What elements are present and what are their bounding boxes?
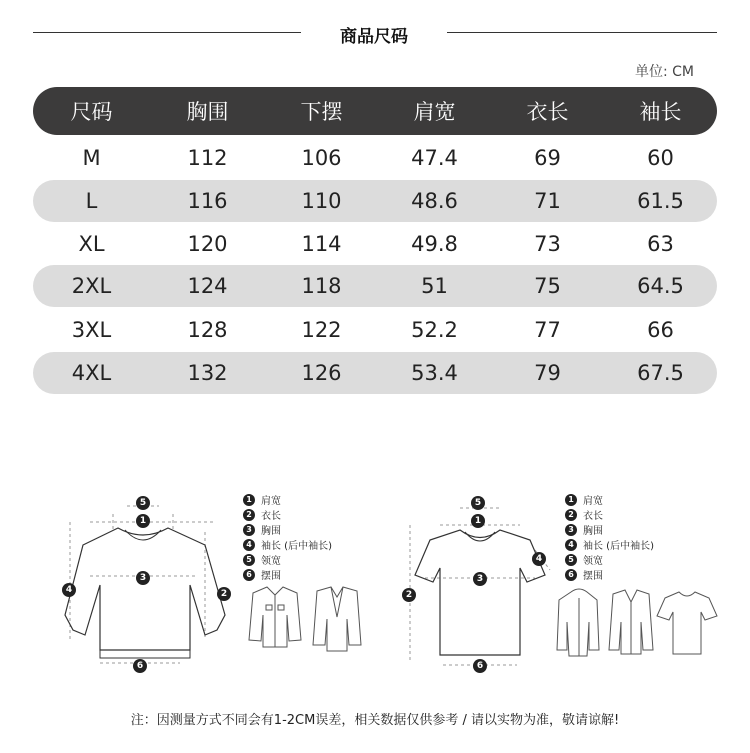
header-size: 尺码: [70, 100, 113, 124]
badge-1-icon: 1: [565, 494, 577, 506]
cell-chest: 120: [187, 232, 228, 256]
cell-chest: 128: [187, 318, 228, 342]
unit-label: 单位: CM: [634, 64, 694, 80]
legend-label: 摆围: [583, 571, 603, 582]
cell-size: 4XL: [71, 361, 112, 385]
badge-4-icon: 4: [243, 539, 255, 551]
legend-label: 衣长: [583, 511, 603, 522]
cell-sleeve: 64.5: [637, 274, 684, 298]
cell-sleeve: 63: [647, 232, 674, 256]
table-row: [33, 223, 717, 265]
badge-4-icon: 4: [565, 539, 577, 551]
cell-length: 77: [534, 318, 561, 342]
cell-shoulder: 51: [421, 274, 448, 298]
marker-5-icon: 5: [136, 496, 150, 510]
legend-label: 衣长: [261, 511, 281, 522]
badge-1-icon: 1: [243, 494, 255, 506]
badge-3-icon: 3: [565, 524, 577, 536]
cell-hem: 126: [301, 361, 342, 385]
cell-sleeve: 60: [647, 146, 674, 170]
title-divider-left: [33, 32, 301, 33]
cell-chest: 132: [187, 361, 228, 385]
legend-label: 袖长 (后中袖长): [261, 541, 332, 552]
header-length: 衣长: [526, 100, 569, 124]
cell-shoulder: 53.4: [411, 361, 458, 385]
cell-size: L: [85, 189, 98, 213]
cell-chest: 112: [187, 146, 228, 170]
table-row: [33, 137, 717, 179]
badge-2-icon: 2: [565, 509, 577, 521]
table-row: [33, 309, 717, 351]
marker-3-icon: 3: [136, 571, 150, 585]
cell-shoulder: 52.2: [411, 318, 458, 342]
cell-shoulder: 49.8: [411, 232, 458, 256]
cell-length: 69: [534, 146, 561, 170]
legend-label: 胸围: [261, 526, 281, 537]
legend-label: 肩宽: [583, 496, 603, 507]
cell-size: 2XL: [71, 274, 112, 298]
legend-label: 领宽: [261, 556, 281, 567]
legend-label: 袖长 (后中袖长): [583, 541, 654, 552]
badge-2-icon: 2: [243, 509, 255, 521]
cell-size: M: [82, 146, 101, 170]
title-divider-right: [447, 32, 717, 33]
cell-hem: 118: [301, 274, 342, 298]
legend-label: 胸围: [583, 526, 603, 537]
cell-hem: 122: [301, 318, 342, 342]
legend-left: [243, 492, 332, 582]
header-shoulder: 肩宽: [413, 100, 456, 124]
cell-chest: 124: [187, 274, 228, 298]
cell-length: 79: [534, 361, 561, 385]
badge-6-icon: 6: [243, 569, 255, 581]
marker-2-icon: 2: [402, 588, 416, 602]
marker-4-icon: 4: [62, 583, 76, 597]
table-row: [33, 180, 717, 222]
cell-length: 75: [534, 274, 561, 298]
cell-sleeve: 67.5: [637, 361, 684, 385]
marker-2-icon: 2: [217, 587, 231, 601]
cell-sleeve: 61.5: [637, 189, 684, 213]
cell-length: 73: [534, 232, 561, 256]
cell-hem: 110: [301, 189, 342, 213]
marker-1-icon: 1: [136, 514, 150, 528]
legend-label: 领宽: [583, 556, 603, 567]
header-hem: 下摆: [300, 100, 343, 124]
page-title: 商品尺码: [340, 27, 408, 47]
cell-shoulder: 48.6: [411, 189, 458, 213]
cell-length: 71: [534, 189, 561, 213]
marker-4-icon: 4: [532, 552, 546, 566]
header-sleeve: 袖长: [639, 100, 682, 124]
marker-5-icon: 5: [471, 496, 485, 510]
table-row: [33, 352, 717, 394]
sweatshirt-measure-diagram: [55, 490, 245, 680]
marker-6-icon: 6: [473, 659, 487, 673]
marker-3-icon: 3: [473, 572, 487, 586]
disclaimer-note: 注：因测量方式不同会有1-2CM误差，相关数据仅供参考 / 请以实物为准，敬请谅解!: [130, 713, 620, 728]
cell-size: 3XL: [71, 318, 112, 342]
table-row: [33, 265, 717, 307]
legend-right: [565, 492, 654, 582]
cell-sleeve: 66: [647, 318, 674, 342]
marker-1-icon: 1: [471, 514, 485, 528]
cell-hem: 106: [301, 146, 342, 170]
badge-5-icon: 5: [565, 554, 577, 566]
header-chest: 胸围: [186, 100, 229, 124]
jacket-thumbnails-icon: [245, 585, 365, 657]
badge-5-icon: 5: [243, 554, 255, 566]
badge-3-icon: 3: [243, 524, 255, 536]
badge-6-icon: 6: [565, 569, 577, 581]
cell-size: XL: [78, 232, 105, 256]
title-row: [0, 18, 750, 48]
shirt-thumbnails-icon: [553, 588, 723, 660]
table-header: [33, 87, 717, 135]
legend-label: 肩宽: [261, 496, 281, 507]
cell-chest: 116: [187, 189, 228, 213]
cell-hem: 114: [301, 232, 342, 256]
marker-6-icon: 6: [133, 659, 147, 673]
cell-shoulder: 47.4: [411, 146, 458, 170]
legend-label: 摆围: [261, 571, 281, 582]
